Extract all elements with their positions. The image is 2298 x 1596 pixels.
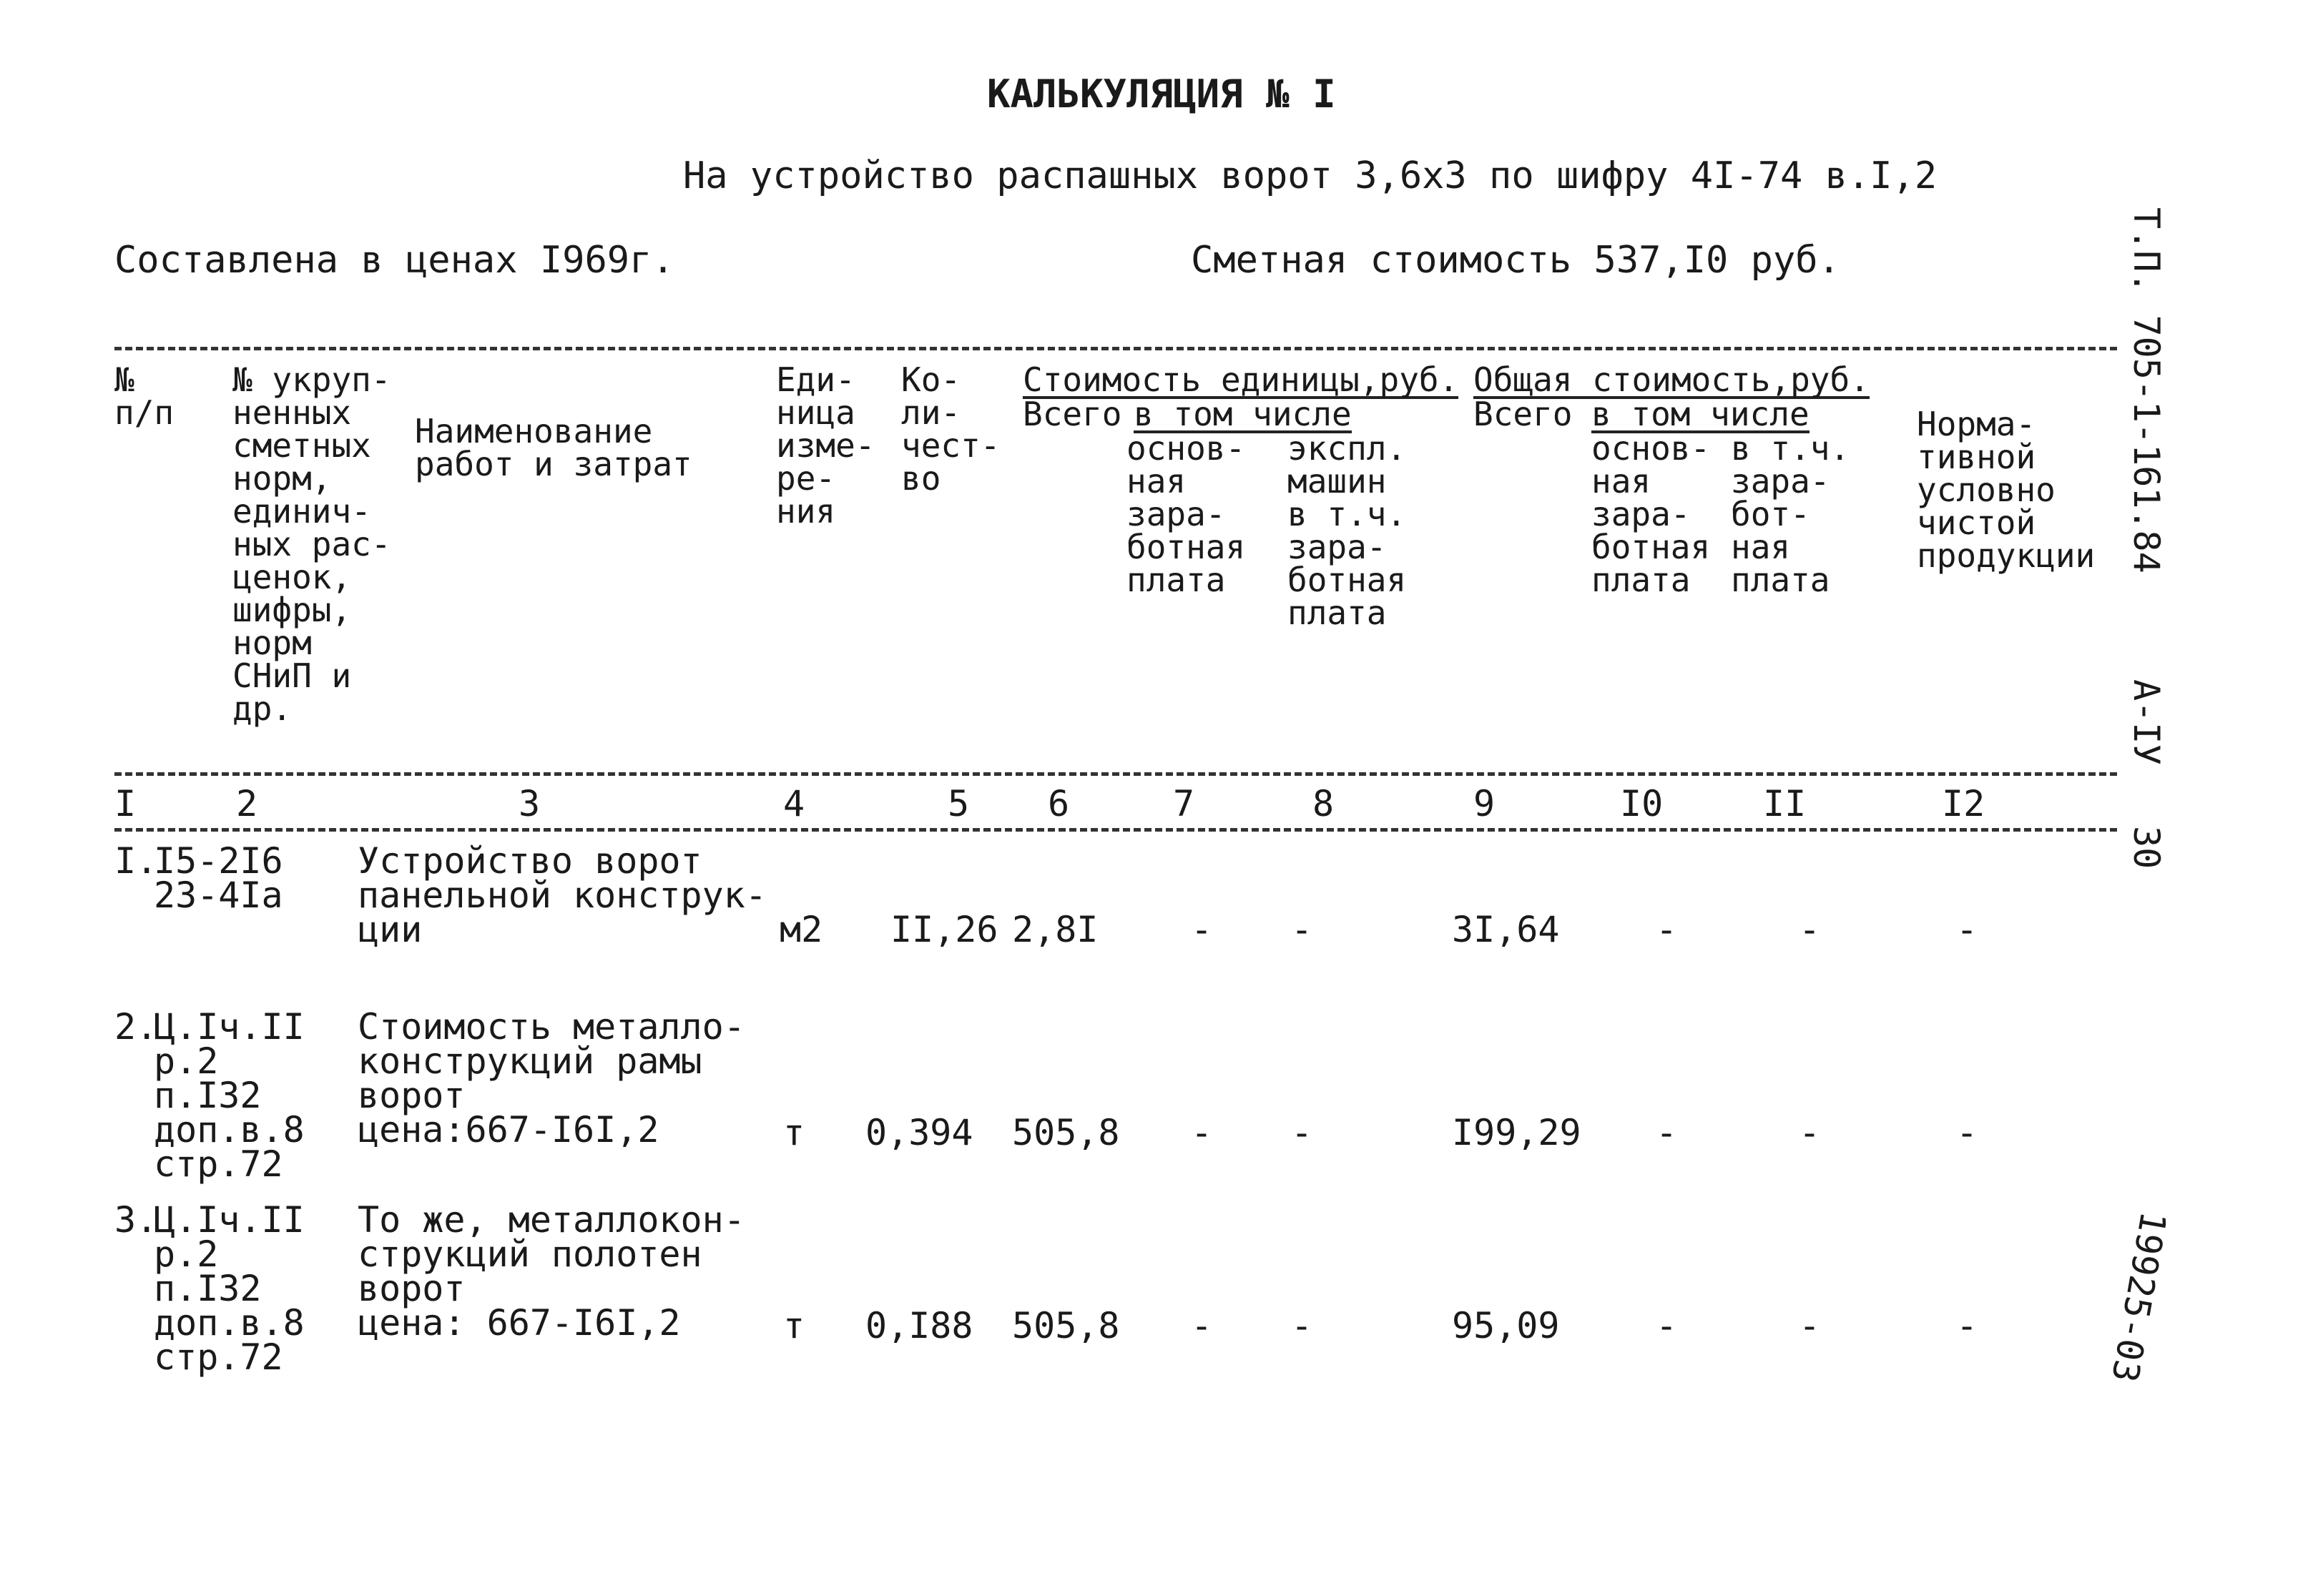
- row1-quantity: II,26: [890, 909, 998, 950]
- header-col-code: № укруп- ненных сметных норм, единич- ных рас- ценок, шифры, норм СНиП и др.: [232, 360, 391, 728]
- header-col-12: Норма- тивной условно чистой продукции: [1917, 405, 2096, 575]
- header-col-name: Наименование работ и затрат: [415, 412, 692, 483]
- row1-unit: м2: [780, 909, 823, 950]
- colnum-6: 6: [1048, 783, 1070, 824]
- row1-col8: -: [1291, 909, 1313, 950]
- colnum-12: I2: [1942, 783, 1985, 824]
- header-col-number: № п/п: [114, 360, 175, 432]
- row2-quantity: 0,394: [865, 1112, 973, 1153]
- header-col-10: основ- ная зара- ботная плата: [1591, 429, 1711, 599]
- colnum-8: 8: [1312, 783, 1335, 824]
- row3-col8: -: [1291, 1305, 1313, 1346]
- row1-unit-price: 2,8I: [1012, 909, 1099, 950]
- colnum-3: 3: [519, 783, 541, 824]
- row3-code: Ц.Iч.II р.2 п.I32 доп.в.8 стр.72: [154, 1199, 305, 1378]
- header-bottom-rule: [114, 772, 2117, 776]
- price-basis: Составлена в ценах I969г.: [114, 239, 674, 282]
- colnum-4: 4: [783, 783, 805, 824]
- row2-col11: -: [1799, 1112, 1821, 1153]
- row2-number: 2.: [114, 1006, 158, 1048]
- row3-unit: т: [783, 1305, 805, 1346]
- header-col-quantity: Ко- ли- чест- во: [901, 360, 1001, 498]
- row3-name: То же, металлокон- струкций полотен ворот цена: 667-I6I,2: [358, 1199, 745, 1344]
- colnum-11: II: [1763, 783, 1807, 824]
- inventory-stamp: 19925-03: [2103, 1208, 2174, 1386]
- colnum-10: I0: [1620, 783, 1664, 824]
- row1-total: 3I,64: [1452, 909, 1560, 950]
- header-unit-cost: Стоимость единицы,руб.: [1023, 360, 1459, 399]
- row1-code: I5-2I6 23-4Iа: [154, 840, 283, 916]
- column-numbers-rule: [114, 828, 2117, 832]
- series-number: Т.П. 705-1-161.84: [2126, 207, 2167, 573]
- row2-name: Стоимость металло- конструкций рамы ворот цена:667-I6I,2: [358, 1006, 745, 1151]
- row3-col7: -: [1191, 1305, 1213, 1346]
- header-col-7: основ- ная зара- ботная плата: [1126, 429, 1246, 599]
- row2-unit: т: [783, 1112, 805, 1153]
- header-col-unit: Еди- ница изме- ре- ния: [776, 360, 875, 531]
- row3-quantity: 0,I88: [865, 1305, 973, 1346]
- album-number: А-IУ: [2126, 679, 2167, 766]
- colnum-5: 5: [948, 783, 970, 824]
- row2-total: I99,29: [1452, 1112, 1581, 1153]
- header-top-rule: [114, 347, 2117, 350]
- row2-col7: -: [1191, 1112, 1213, 1153]
- header-total-incl: в том числе: [1591, 395, 1810, 433]
- row2-col8: -: [1291, 1112, 1313, 1153]
- row3-unit-price: 505,8: [1012, 1305, 1120, 1346]
- document-title: КАЛЬКУЛЯЦИЯ № I: [987, 72, 1336, 117]
- row3-col10: -: [1656, 1305, 1678, 1346]
- header-unit-all: Всего: [1023, 395, 1122, 433]
- header-col-8: экспл. машин в т.ч. зара- ботная плата: [1287, 429, 1407, 632]
- row1-number: I.: [114, 840, 158, 882]
- header-col-11: в т.ч. зара- бот- ная плата: [1731, 429, 1850, 599]
- colnum-2: 2: [236, 783, 258, 824]
- row2-col10: -: [1656, 1112, 1678, 1153]
- row2-unit-price: 505,8: [1012, 1112, 1120, 1153]
- row3-total: 95,09: [1452, 1305, 1560, 1346]
- colnum-9: 9: [1473, 783, 1496, 824]
- row1-col10: -: [1656, 909, 1678, 950]
- row1-name: Устройство ворот панельной конструк- ции: [358, 840, 767, 950]
- page-number: 30: [2126, 826, 2167, 870]
- header-total-cost: Общая стоимость,руб.: [1473, 360, 1870, 399]
- row2-col12: -: [1956, 1112, 1978, 1153]
- header-unit-incl: в том числе: [1134, 395, 1352, 433]
- colnum-7: 7: [1173, 783, 1195, 824]
- row3-col11: -: [1799, 1305, 1821, 1346]
- row1-col7: -: [1191, 909, 1213, 950]
- row3-number: 3.: [114, 1199, 158, 1241]
- header-total-all: Всего: [1473, 395, 1573, 433]
- row1-col12: -: [1956, 909, 1978, 950]
- colnum-1: I: [114, 783, 137, 824]
- document-subtitle: На устройство распашных ворот 3,6х3 по шифру 4I-74 в.I,2: [683, 154, 1938, 197]
- estimate-cost: Сметная стоимость 537,I0 руб.: [1191, 239, 1840, 282]
- row1-col11: -: [1799, 909, 1821, 950]
- row2-code: Ц.Iч.II р.2 п.I32 доп.в.8 стр.72: [154, 1006, 305, 1185]
- row3-col12: -: [1956, 1305, 1978, 1346]
